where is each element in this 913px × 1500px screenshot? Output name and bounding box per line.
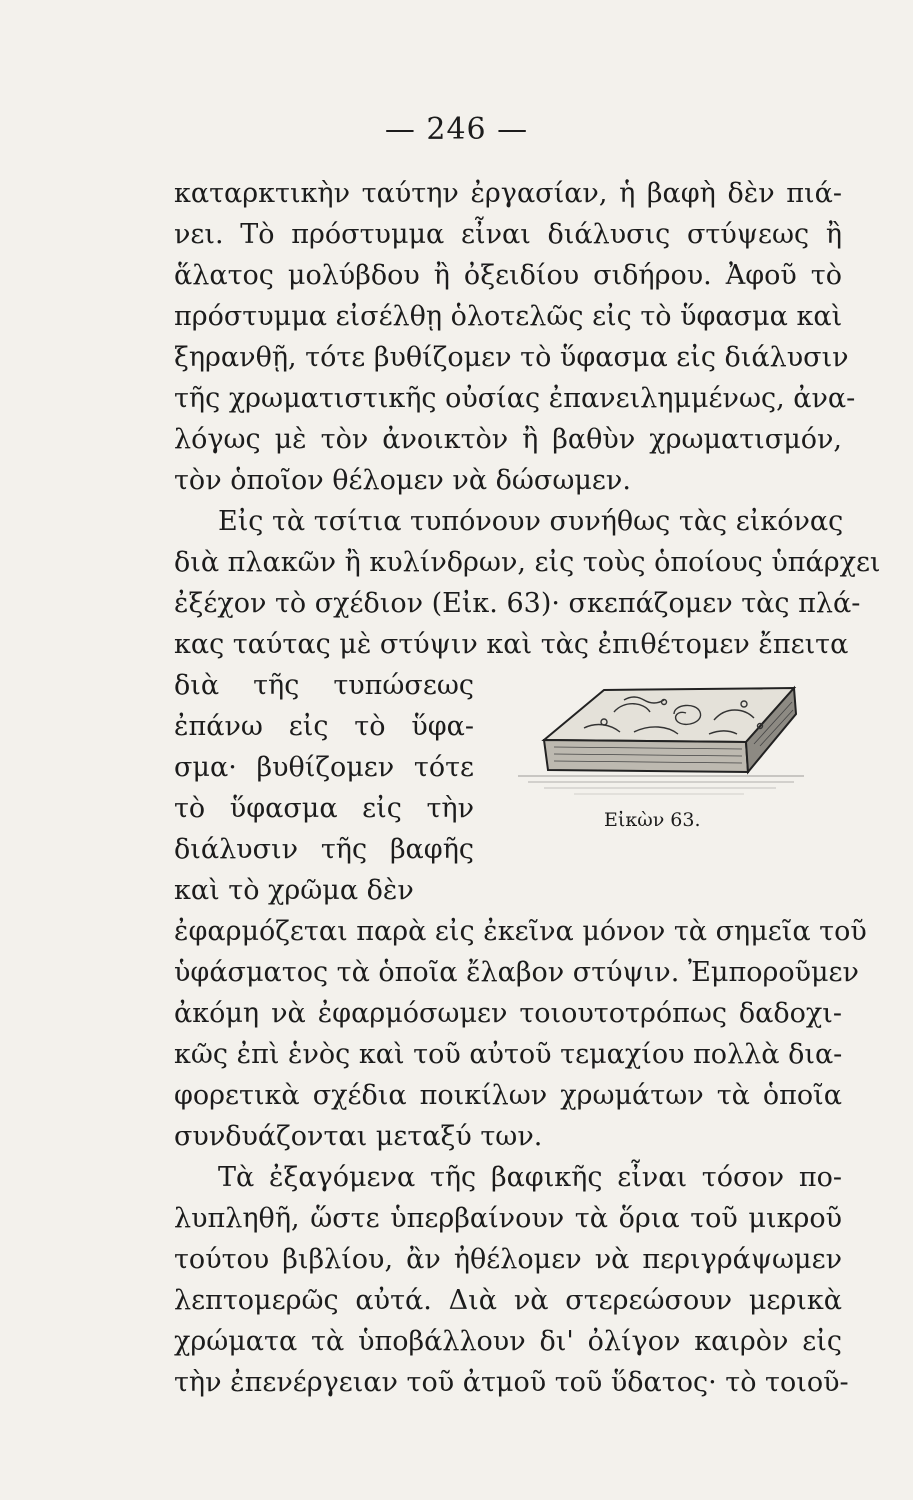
- text-line: καταρκτικὴν ταύτην ἐργασίαν, ἡ βαφὴ δὲν πιά-: [174, 178, 842, 209]
- page-number: — 246 —: [384, 112, 529, 147]
- text-line: διάλυσιν τῆς βαφῆς: [174, 834, 474, 865]
- text-line: πρόστυμμα εἰσέλθῃ ὁλοτελῶς εἰς τὸ ὕφασμα καὶ: [174, 301, 843, 332]
- text-line: νει. Τὸ πρόστυμμα εἶναι διάλυσις στύψεως ἢ: [174, 219, 842, 250]
- text-line: λεπτομερῶς αὐτά. Διὰ νὰ στερεώσουν μερικὰ: [174, 1285, 842, 1316]
- text-line: ἐπάνω εἰς τὸ ὕφα-: [174, 711, 474, 742]
- text-line: ἅλατος μολύβδου ἢ ὀξειδίου σιδήρου. Ἀφοῦ τὸ: [174, 260, 842, 291]
- text-line: διὰ τῆς τυπώσεως: [174, 670, 474, 701]
- text-line: ἐξέχον τὸ σχέδιον (Εἰκ. 63)· σκεπάζομεν τὰς πλά-: [174, 588, 861, 619]
- text-line: κῶς ἐπὶ ἑνὸς καὶ τοῦ αὐτοῦ τεμαχίου πολλὰ δια-: [174, 1039, 843, 1070]
- text-line: ὑφάσματος τὰ ὁποῖα ἔλαβον στύψιν. Ἐμποροῦμεν: [174, 957, 859, 988]
- text-line: Εἰς τὰ τσίτια τυπόνουν συνήθως τὰς εἰκόνας: [218, 506, 844, 537]
- text-line: τούτου βιβλίου, ἂν ἠθέλομεν νὰ περιγράψωμεν: [174, 1244, 842, 1275]
- text-line: ἀκόμη νὰ ἐφαρμόσωμεν τοιουτοτρόπως δαδοχι-: [174, 998, 842, 1029]
- text-line: συνδυάζονται μεταξύ των.: [174, 1121, 543, 1152]
- text-line: ξηρανθῇ, τότε βυθίζομεν τὸ ὕφασμα εἰς διάλυσιν: [174, 342, 849, 373]
- printing-block-icon: [514, 672, 806, 808]
- text-line: κας ταύτας μὲ στύψιν καὶ τὰς ἐπιθέτομεν ἔπειτα: [174, 629, 849, 660]
- figure-caption: Εἰκὼν 63.: [604, 809, 701, 831]
- text-line: χρώματα τὰ ὑποβάλλουν δι' ὀλίγον καιρὸν εἰς: [174, 1326, 842, 1357]
- text-line: τῆς χρωματιστικῆς οὐσίας ἐπανειλημμένως, ἀνα-: [174, 383, 856, 414]
- text-line: ἐφαρμόζεται παρὰ εἰς ἐκεῖνα μόνον τὰ σημεῖα τοῦ: [174, 916, 867, 947]
- text-line: τὴν ἐπενέργειαν τοῦ ἀτμοῦ τοῦ ὕδατος· τὸ τοιοῦ-: [174, 1367, 849, 1398]
- text-line: καὶ τὸ χρῶμα δὲν: [174, 875, 414, 906]
- text-line: λόγως μὲ τὸν ἀνοικτὸν ἢ βαθὺν χρωματισμόν,: [174, 424, 842, 455]
- text-line: τὸν ὁποῖον θέλομεν νὰ δώσωμεν.: [174, 465, 631, 496]
- text-line: Τὰ ἐξαγόμενα τῆς βαφικῆς εἶναι τόσον πο-: [218, 1162, 842, 1193]
- text-line: τὸ ὕφασμα εἰς τὴν: [174, 793, 474, 824]
- text-line: σμα· βυθίζομεν τότε: [174, 752, 474, 783]
- text-line: λυπληθῆ, ὥστε ὑπερβαίνουν τὰ ὅρια τοῦ μικροῦ: [174, 1203, 842, 1234]
- text-line: φορετικὰ σχέδια ποικίλων χρωμάτων τὰ ὁποῖα: [174, 1080, 842, 1111]
- text-line: διὰ πλακῶν ἢ κυλίνδρων, εἰς τοὺς ὁποίους ὑπάρχει: [174, 547, 881, 578]
- printing-block-illustration: [514, 672, 806, 808]
